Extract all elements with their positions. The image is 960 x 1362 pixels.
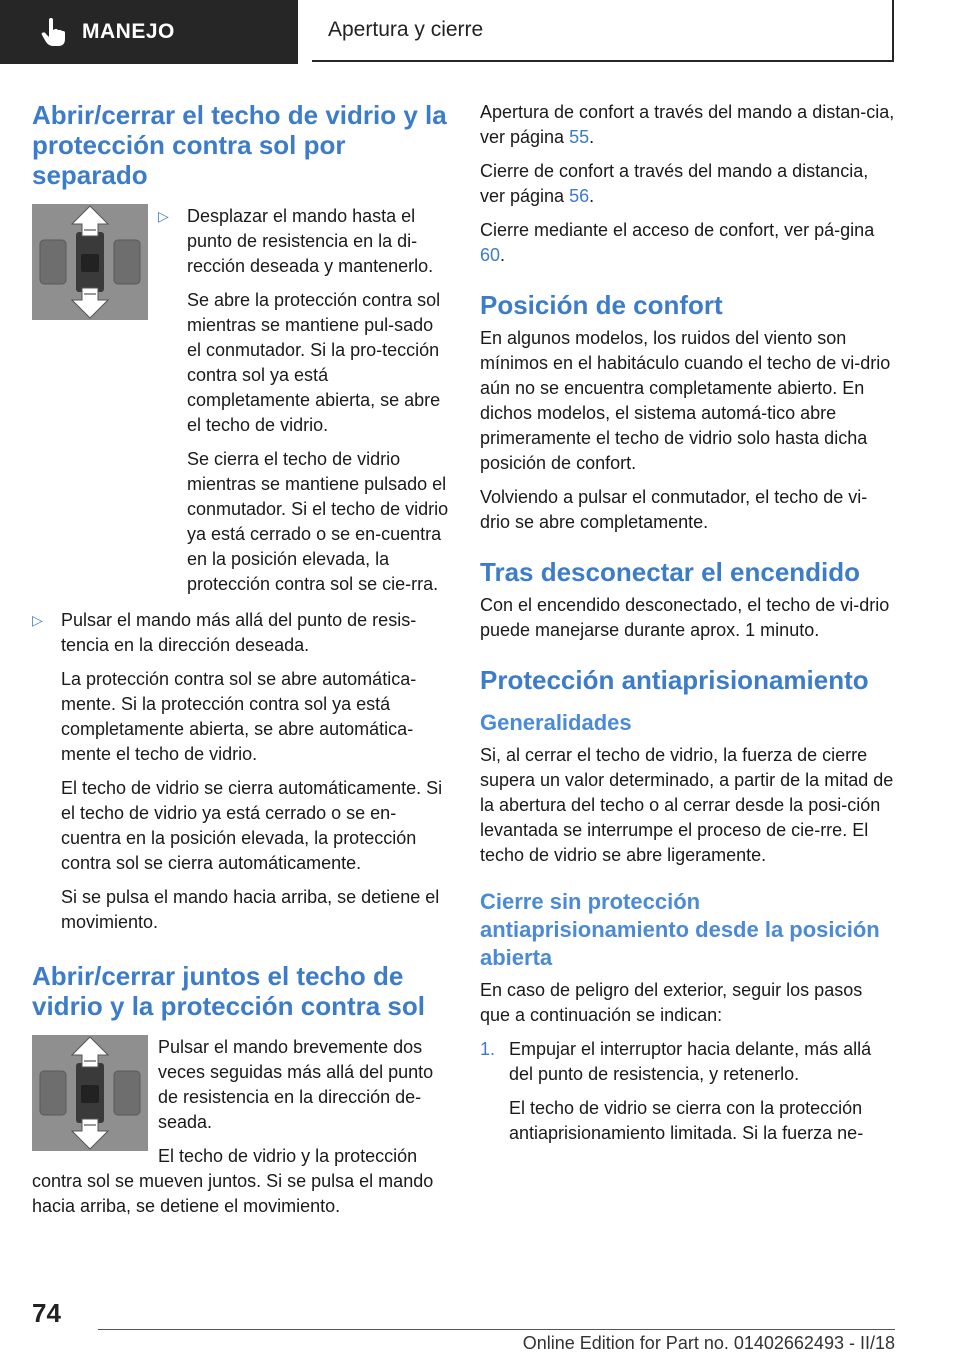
paragraph: Si se pulsa el mando hacia arriba, se detiene el movimiento. bbox=[61, 887, 440, 932]
paragraph: En caso de peligro del exterior, seguir los pasos que a continuación se indican: bbox=[480, 980, 863, 1025]
chapter-header bbox=[312, 0, 894, 62]
edition-note: Online Edition for Part no. 01402662493 - II/18 bbox=[522, 1333, 895, 1353]
paragraph: La protección contra sol se abre automática-mente. Si la protección contra sol ya está completamente abierta, se abre automática-mente el techo de vidrio. bbox=[61, 669, 417, 764]
chapter-title: Apertura y cierre bbox=[328, 18, 484, 41]
roof-switch-image bbox=[32, 1035, 148, 1151]
paragraph: Se abre la protección contra sol mientras se mantiene pul-sado el conmutador. Si la pro-tección contra sol ya está completamente abierta, se abre el techo de vidrio. bbox=[187, 290, 441, 435]
left-column bbox=[32, 100, 450, 1228]
switch-illustration-2 bbox=[32, 1035, 148, 1151]
page-link-60[interactable]: 60 bbox=[480, 245, 501, 265]
bullet-arrow-icon: ▷ bbox=[32, 612, 43, 628]
right-column bbox=[480, 100, 895, 1155]
hand-icon bbox=[40, 17, 66, 47]
paragraph: Volviendo a pulsar el conmutador, el techo de vi-drio se abre completamente. bbox=[480, 487, 868, 532]
page-number: 74 bbox=[32, 1298, 61, 1328]
paragraph: Cierre de confort a través del mando a distancia, ver página 56. bbox=[480, 161, 869, 206]
paragraph: El techo de vidrio se cierra automáticamente. Si el techo de vidrio ya está cerrado o se en-cuentra en la posición elevada, la protección contra sol se cierra automáticamente. bbox=[61, 778, 443, 873]
heading-anti-trap: Protección antiaprisionamiento bbox=[480, 665, 869, 695]
paragraph: Con el encendido desconectado, el techo de vi-drio puede manejarse durante aprox. 1 minuto. bbox=[480, 595, 890, 640]
paragraph: Cierre mediante el acceso de confort, ver pá-gina 60. bbox=[480, 220, 875, 265]
page-link-56[interactable]: 56 bbox=[569, 186, 590, 206]
heading-comfort: Posición de confort bbox=[480, 290, 723, 320]
heading-together: Abrir/cerrar juntos el techo de vidrio y la protección contra sol bbox=[32, 961, 425, 1021]
section-title: MANEJO bbox=[82, 20, 175, 43]
subheading-general: Generalidades bbox=[480, 710, 632, 735]
paragraph: Si, al cerrar el techo de vidrio, la fuerza de cierre supera un valor determinado, a partir de la mitad de la abertura del techo o al cerrar desde la posi-ción levantada se interrumpe el proceso de cie-rre. El techo de vidrio se abre ligeramente. bbox=[480, 745, 894, 865]
page-link-55[interactable]: 55 bbox=[569, 127, 590, 147]
paragraph: En algunos modelos, los ruidos del viento son mínimos en el habitáculo cuando el techo de vi-drio aún no se encuentra completamente abierto. En dichos modelos, el sistema automá-tico abre primeramente el techo de vidrio solo hasta dicha posición de confort. bbox=[480, 328, 891, 473]
paragraph: El techo de vidrio se cierra con la protección antiaprisionamiento limitada. Si la fuerza ne- bbox=[509, 1098, 864, 1143]
heading-ignition-off: Tras desconectar el encendido bbox=[480, 557, 861, 587]
bullet-arrow-icon: ▷ bbox=[158, 208, 169, 224]
heading-separate: Abrir/cerrar el techo de vidrio y la protección contra sol por separado bbox=[32, 100, 447, 190]
bullet-item bbox=[158, 204, 450, 597]
subheading-closing-without-protection: Cierre sin protección antiaprisionamiento desde la posición abierta bbox=[480, 889, 880, 970]
footer-rule bbox=[98, 1329, 895, 1330]
paragraph: El techo de vidrio y la protección contra sol se mueven juntos. Si se pulsa el mando hacia arriba, se detiene el movimiento. bbox=[32, 1146, 434, 1216]
switch-illustration-1 bbox=[32, 204, 148, 320]
roof-switch-image bbox=[32, 204, 148, 320]
paragraph: Empujar el interruptor hacia delante, más allá del punto de resistencia, y retenerlo. bbox=[509, 1039, 872, 1084]
section-tab[interactable] bbox=[0, 0, 298, 64]
paragraph: Pulsar el mando brevemente dos veces seguidas más allá del punto de resistencia en la dirección de-seada. bbox=[158, 1037, 434, 1132]
paragraph: Pulsar el mando más allá del punto de resis-tencia en la dirección deseada. bbox=[61, 610, 417, 655]
bullet-item bbox=[32, 608, 450, 935]
numbered-step bbox=[480, 1037, 895, 1146]
paragraph: Se cierra el techo de vidrio mientras se mantiene pulsado el conmutador. Si el techo de vidrio ya está cerrado o se en-cuentra en la posición elevada, la protección contra sol se cie-rra. bbox=[187, 449, 449, 594]
paragraph: Apertura de confort a través del mando a distan-cia, ver página 55. bbox=[480, 102, 895, 147]
step-number: 1. bbox=[480, 1039, 496, 1059]
paragraph: Desplazar el mando hasta el punto de resistencia en la di-rección deseada y mantenerlo. bbox=[187, 206, 434, 276]
